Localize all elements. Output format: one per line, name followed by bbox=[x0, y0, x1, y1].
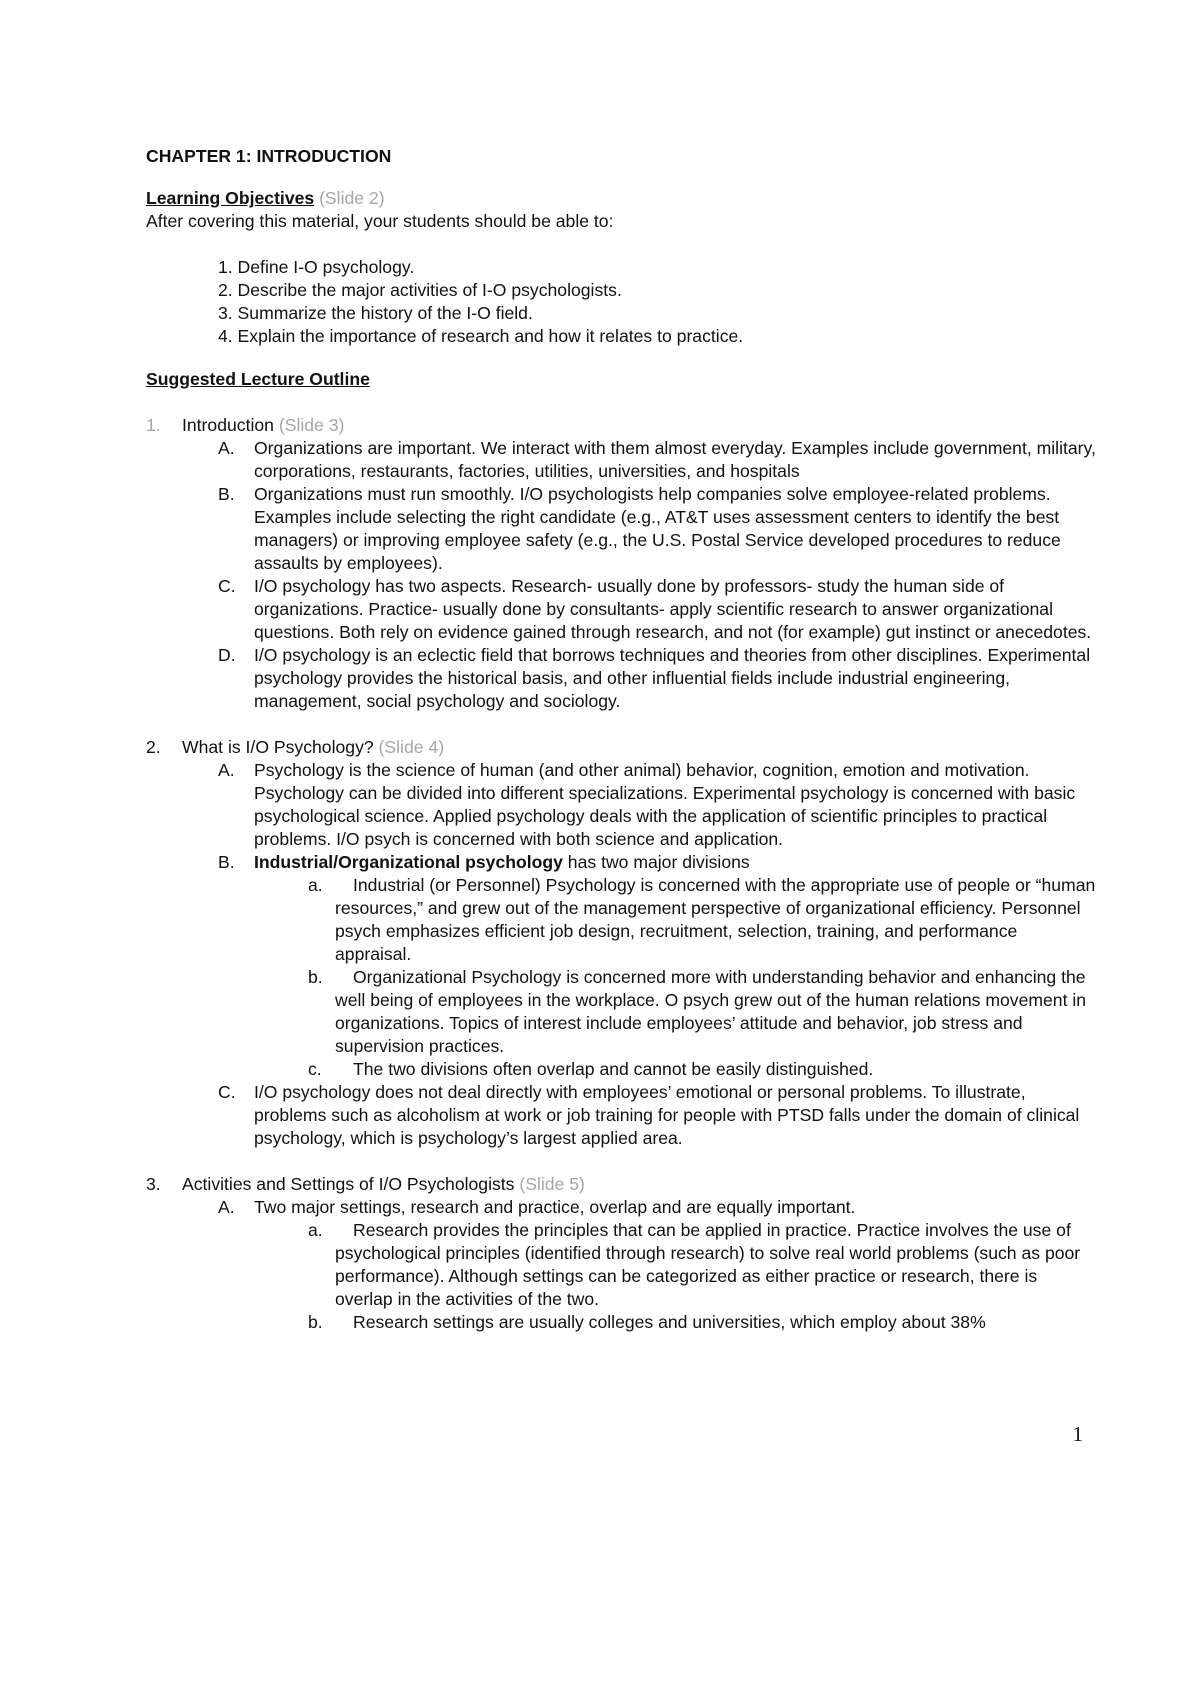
bold-term: Industrial/Organizational psychology bbox=[254, 852, 563, 872]
point-label: C. bbox=[218, 1082, 236, 1102]
point-label: B. bbox=[218, 484, 235, 504]
section-number: 2. bbox=[146, 737, 161, 757]
point-text: Psychology is the science of human (and other animal) behavior, cognition, emotion and motivation. Psychology can be divided into different specializations. Experimental psychology is concerned with basic psychological science. Applied psychology deals with the application of scientific principles to practical problems. I/O psych is concerned with both science and application. bbox=[254, 760, 1076, 849]
section-title: What is I/O Psychology? bbox=[182, 737, 374, 757]
outline-point bbox=[146, 1081, 1096, 1150]
outline-point bbox=[146, 644, 1096, 713]
point-label: A. bbox=[218, 760, 235, 780]
outline-point bbox=[146, 1196, 1096, 1219]
outline-point bbox=[146, 483, 1096, 575]
outline-subpoint bbox=[146, 1311, 1096, 1334]
document-page bbox=[146, 145, 1096, 1334]
slide-ref: (Slide 3) bbox=[278, 415, 345, 435]
outline-point bbox=[146, 851, 1096, 874]
section-title: Activities and Settings of I/O Psychologists bbox=[182, 1174, 515, 1194]
objective-item: 3. Summarize the history of the I-O field. bbox=[218, 303, 533, 323]
outline-subpoint bbox=[146, 874, 1096, 966]
lecture-outline-heading: Suggested Lecture Outline bbox=[146, 369, 370, 389]
objective-item: 2. Describe the major activities of I-O psychologists. bbox=[218, 280, 622, 300]
subpoint-label: c. bbox=[308, 1059, 322, 1079]
subpoint-text: Industrial (or Personnel) Psychology is concerned with the appropriate use of people or “human resources,” and grew out of the management perspective of organizational efficiency. Personnel psych emphasizes efficient job design, recruitment, selection, training, and performance appraisal. bbox=[335, 875, 1096, 964]
outline-subpoint bbox=[146, 1219, 1096, 1311]
page-number: 1 bbox=[1072, 1422, 1083, 1446]
point-text: Organizations are important. We interact with them almost everyday. Examples include government, military, corporations, restaurants, factories, utilities, universities, and hospitals bbox=[254, 438, 1096, 481]
outline-point bbox=[146, 759, 1096, 851]
slide-ref: (Slide 2) bbox=[319, 188, 385, 208]
subpoint-label: a. bbox=[308, 1220, 323, 1240]
subpoint-text: The two divisions often overlap and cannot be easily distinguished. bbox=[353, 1059, 874, 1079]
chapter-title: CHAPTER 1: INTRODUCTION bbox=[146, 146, 392, 166]
objective-item: 4. Explain the importance of research and how it relates to practice. bbox=[218, 326, 744, 346]
section-title: Introduction bbox=[182, 415, 274, 435]
subpoint-label: b. bbox=[308, 967, 323, 987]
point-text: I/O psychology is an eclectic field that borrows techniques and theories from other disciplines. Experimental psychology provides the historical basis, and other influential fields include industrial engineering, management, social psychology and sociology. bbox=[254, 645, 1091, 711]
point-text: I/O psychology has two aspects. Research- usually done by professors- study the human side of organizations. Practice- usually done by consultants- apply scientific research to answer organizational questions. Both rely on evidence gained through research, and not (for example) gut instinct or anecedotes. bbox=[254, 576, 1092, 642]
outline-subpoint bbox=[146, 966, 1096, 1058]
point-text: Two major settings, research and practice, overlap and are equally important. bbox=[254, 1197, 856, 1217]
subpoint-label: a. bbox=[308, 875, 323, 895]
learning-objectives-heading: Learning Objectives bbox=[146, 188, 315, 208]
objectives-intro: After covering this material, your students should be able to: bbox=[146, 211, 614, 231]
point-text: I/O psychology does not deal directly with employees’ emotional or personal problems. To illustrate, problems such as alcoholism at work or job training for people with PTSD falls under the domain of clinical psychology, which is psychology’s largest applied area. bbox=[254, 1082, 1080, 1148]
slide-ref: (Slide 4) bbox=[378, 737, 445, 757]
slide-ref: (Slide 5) bbox=[519, 1174, 585, 1194]
outline-section bbox=[146, 414, 1096, 437]
section-number: 1. bbox=[146, 415, 161, 435]
subpoint-text: Organizational Psychology is concerned more with understanding behavior and enhancing the well being of employees in the workplace. O psych grew out of the human relations movement in organizations. Topics of interest include employees’ attitude and behavior, job stress and supervision practices. bbox=[335, 967, 1087, 1056]
learning-objectives-heading-line bbox=[146, 187, 1096, 210]
objective-item: 1. Define I-O psychology. bbox=[218, 257, 415, 277]
point-text: Organizations must run smoothly. I/O psychologists help companies solve employee-related problems. Examples include selecting the right candidate (e.g., AT&T uses assessment centers to identify the best managers) or improving employee safety (e.g., the U.S. Postal Service developed procedures to reduce assaults by employees). bbox=[254, 484, 1061, 573]
point-label: A. bbox=[218, 1197, 235, 1217]
outline-point bbox=[146, 437, 1096, 483]
outline-section bbox=[146, 1173, 1096, 1196]
point-label: A. bbox=[218, 438, 235, 458]
outline-section bbox=[146, 736, 1096, 759]
point-text: Industrial/Organizational psychology has two major divisions bbox=[254, 852, 750, 872]
point-label: B. bbox=[218, 852, 235, 872]
objectives-list bbox=[146, 256, 1096, 348]
subpoint-text: Research settings are usually colleges and universities, which employ about 38% bbox=[353, 1312, 986, 1332]
subpoint-text: Research provides the principles that can be applied in practice. Practice involves the use of psychological principles (identified through research) to solve real world problems (such as poor performance). Although settings can be categorized as either practice or research, there is overlap in the activities of the two. bbox=[335, 1220, 1081, 1309]
section-number: 3. bbox=[146, 1174, 161, 1194]
outline-point bbox=[146, 575, 1096, 644]
subpoint-label: b. bbox=[308, 1312, 323, 1332]
point-label: C. bbox=[218, 576, 236, 596]
point-label: D. bbox=[218, 645, 236, 665]
outline-subpoint bbox=[146, 1058, 1096, 1081]
